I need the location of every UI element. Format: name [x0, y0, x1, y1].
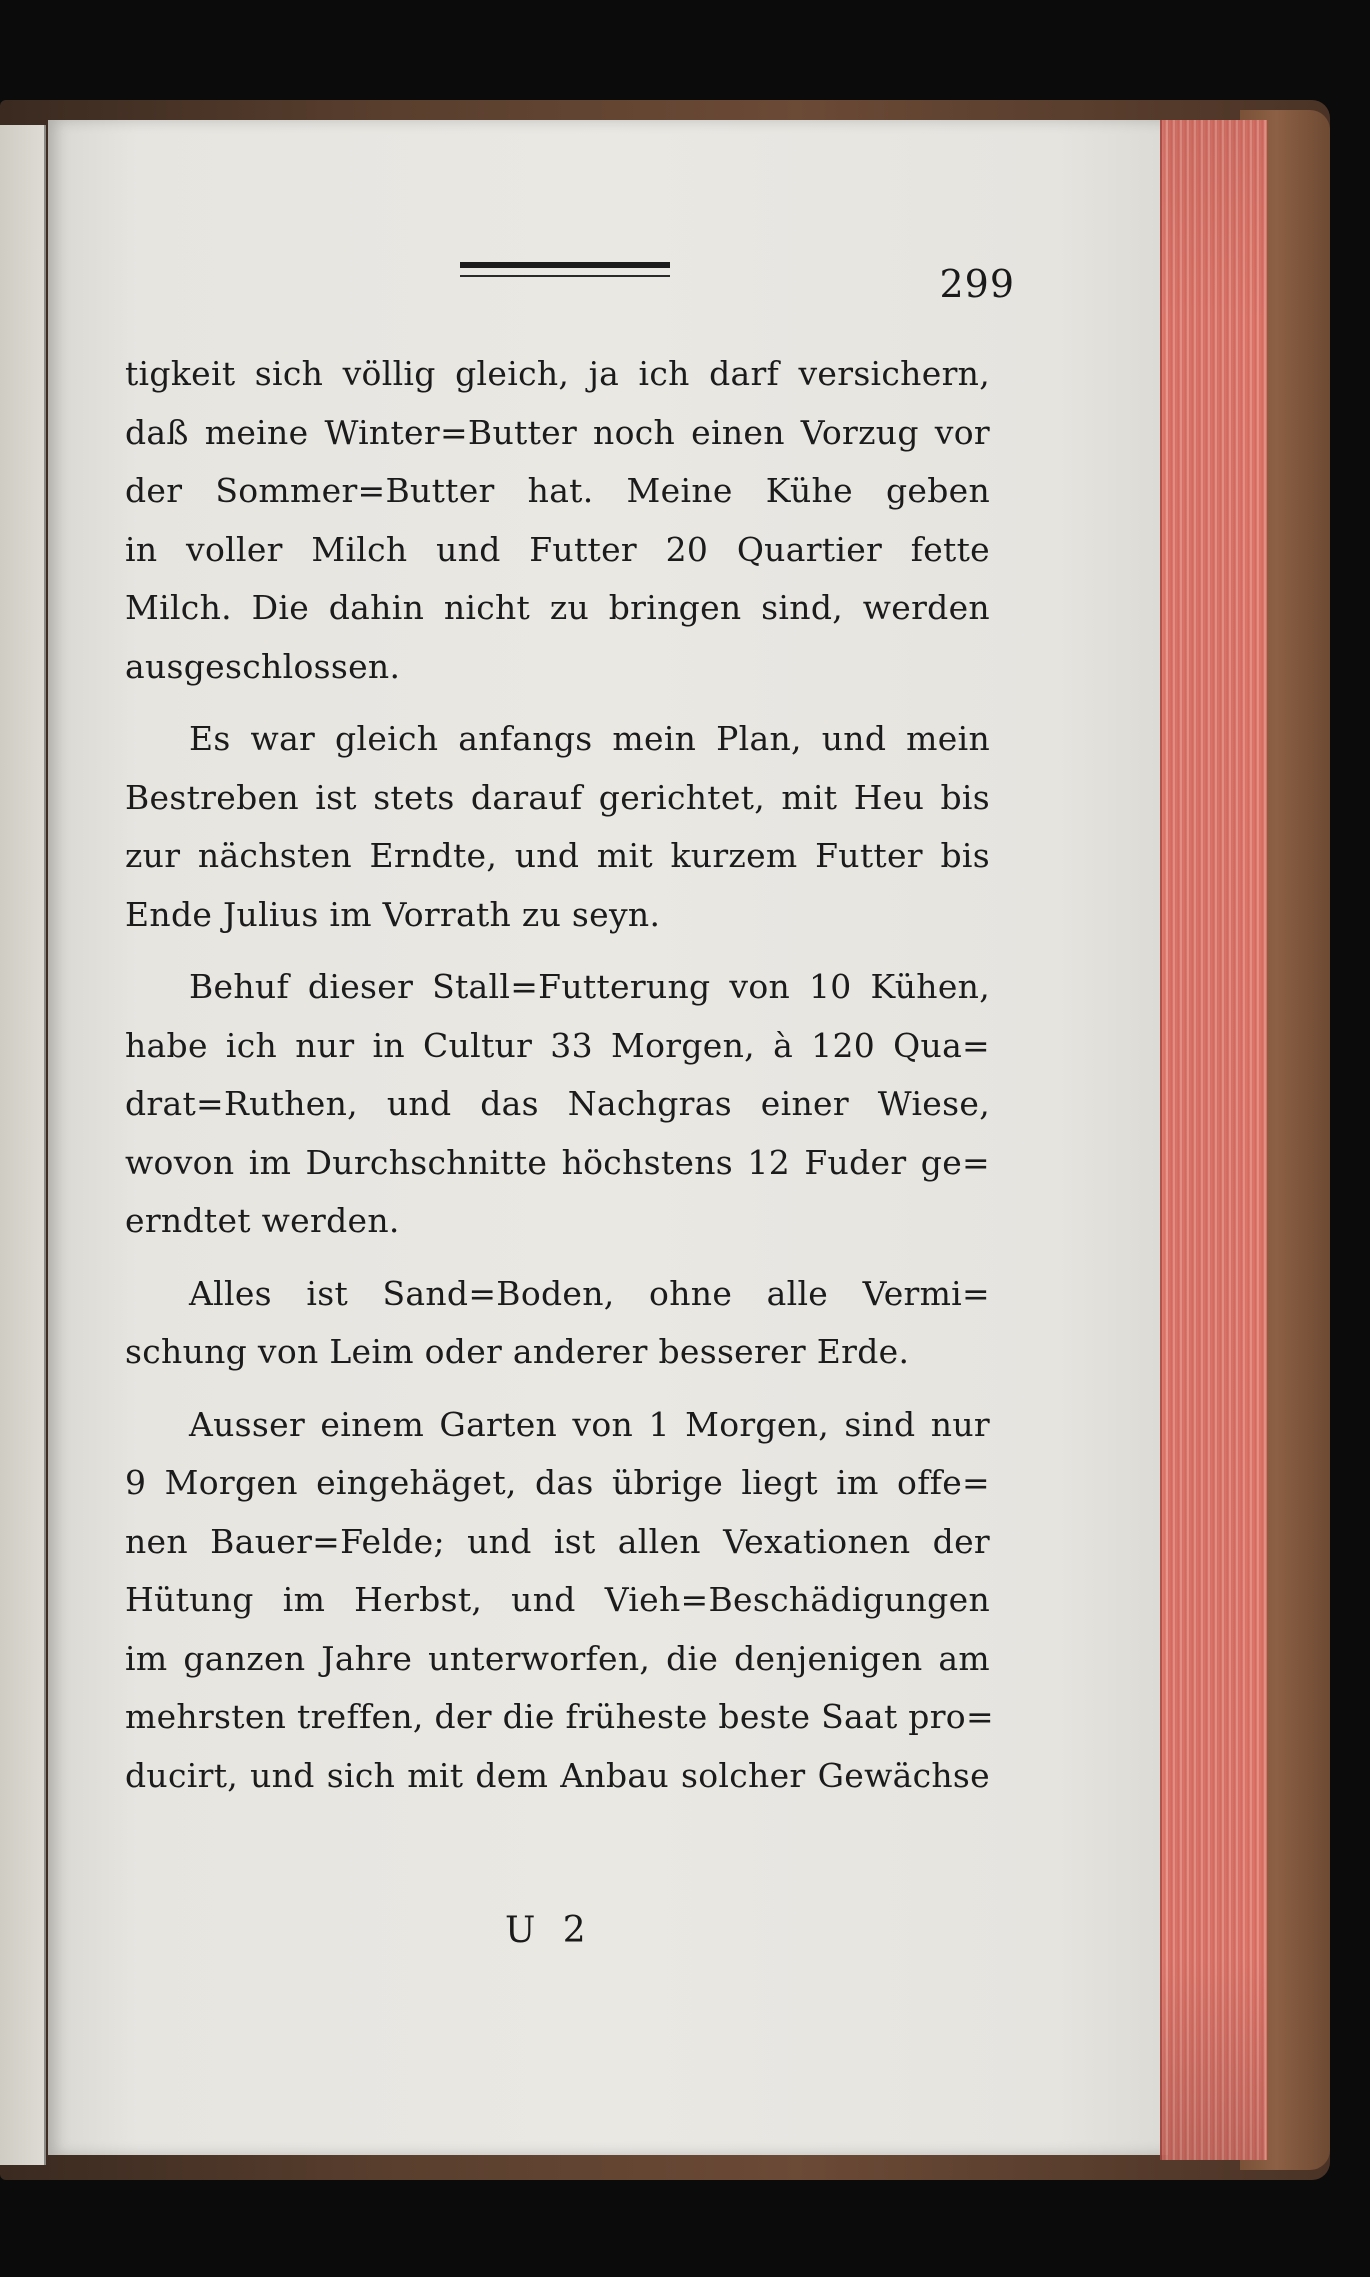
page-number: 299	[939, 262, 1015, 306]
left-page-edge	[0, 125, 46, 2165]
text-line: Es war gleich anfangs mein Plan, und mein	[189, 719, 990, 758]
text-line: der Sommer=Butter hat. Meine Kühe geben	[125, 471, 990, 510]
text-line: ducirt, und sich mit dem Anbau solcher Gewächse	[125, 1755, 990, 1795]
text-line: drat=Ruthen, und das Nachgras einer Wiese,	[125, 1084, 990, 1123]
paragraph-3	[125, 958, 990, 1251]
text-line: daß meine Winter=Butter noch einen Vorzug vor	[125, 412, 990, 452]
signature-mark: U 2	[505, 1910, 594, 1951]
text-line: mehrsten treffen, der die früheste beste Saat pro=	[125, 1697, 994, 1736]
text-line: Bestreben ist stets darauf gerichtet, mit Heu bis	[125, 777, 990, 817]
text-line: Behuf dieser Stall=Futterung von 10 Kühen,	[189, 967, 990, 1006]
text-line: Alles ist Sand=Boden, ohne alle Vermi=	[189, 1273, 990, 1313]
text-line: Hütung im Herbst, und Vieh=Beschädigungen	[125, 1580, 990, 1619]
text-line: Ausser einem Garten von 1 Morgen, sind nur	[189, 1404, 990, 1444]
text-line: erndtet werden.	[125, 1201, 400, 1240]
body-text	[125, 345, 994, 1819]
text-line: habe ich nur in Cultur 33 Morgen, à 120 Qua=	[125, 1025, 990, 1065]
text-line: ausgeschlossen.	[125, 646, 401, 686]
text-line: Ende Julius im Vorrath zu seyn.	[125, 894, 661, 934]
paragraph-5	[125, 1396, 994, 1806]
header-rule-thin	[460, 275, 670, 277]
text-line: schung von Leim oder anderer besserer Erde.	[125, 1332, 910, 1371]
paragraph-4	[125, 1265, 990, 1382]
text-line: in voller Milch und Futter 20 Quartier fette	[125, 529, 990, 569]
paragraph-2	[125, 710, 990, 944]
text-line: tigkeit sich völlig gleich, ja ich darf versichern,	[125, 354, 990, 393]
text-line: 9 Morgen eingehäget, das übrige liegt im offe=	[125, 1463, 990, 1502]
text-line: im ganzen Jahre unterworfen, die denjenigen am	[125, 1638, 990, 1678]
paragraph-1	[125, 345, 990, 696]
text-line: zur nächsten Erndte, und mit kurzem Futter bis	[125, 836, 990, 875]
page-edges-shade	[1160, 120, 1265, 2160]
text-line: nen Bauer=Felde; und ist allen Vexationen der	[125, 1521, 990, 1561]
header-rule-thick	[460, 262, 670, 268]
text-line: Milch. Die dahin nicht zu bringen sind, werden	[125, 588, 990, 627]
text-line: wovon im Durchschnitte höchstens 12 Fuder ge=	[125, 1142, 990, 1182]
